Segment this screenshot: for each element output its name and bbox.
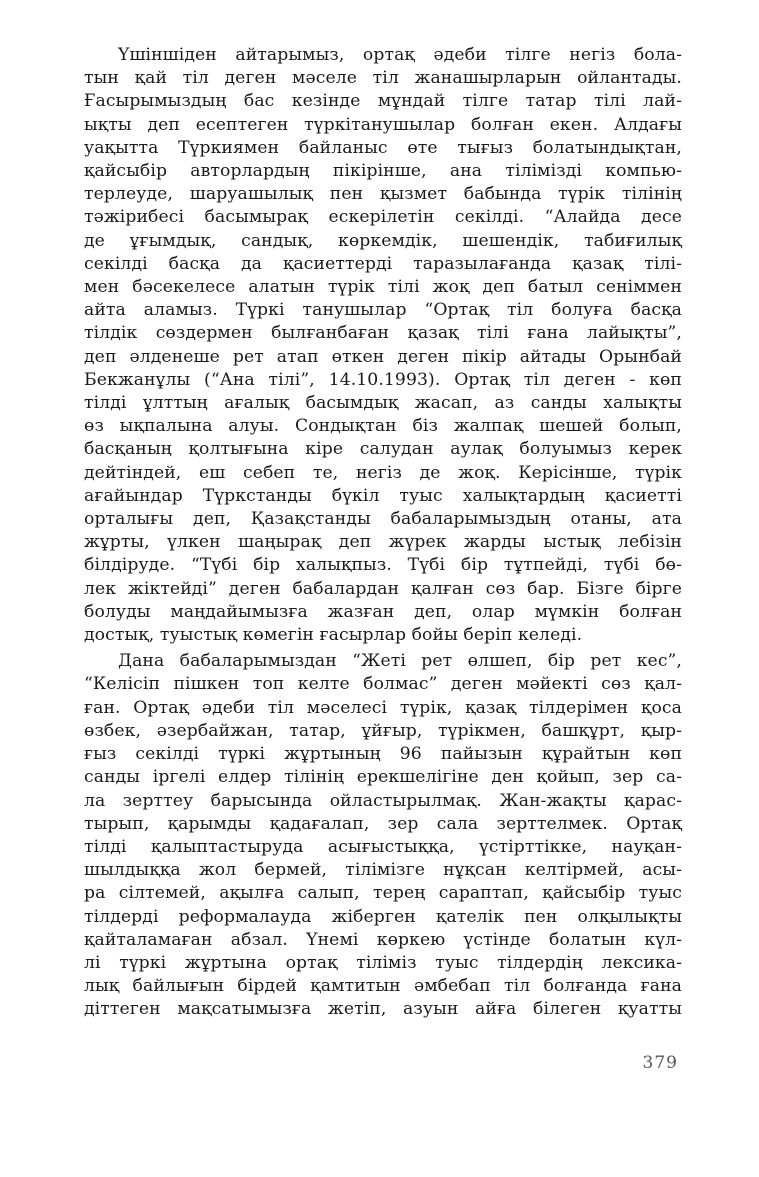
text-line: достық, туыстық көмегін ғасырлар бойы беріп келеді. xyxy=(84,625,583,646)
text-line: тілді ұлттың ағалық басымдық жасап, аз санды халықты xyxy=(84,393,682,414)
text-line: қайталамаған абзал. Үнемі көркею үстінде болатын күл- xyxy=(84,929,682,950)
text-line: лық байлығын бірдей қамтитын әмбебап тіл болғанда ғана xyxy=(84,976,682,997)
text-line: ағайындар Түркстанды бүкіл туыс халықтардың қасиетті xyxy=(84,485,682,506)
text-line: жұрты, үлкен шаңырақ деп жүрек жарды ыстық лебізін xyxy=(84,532,682,553)
text-line: лек жіктейді” деген бабалардан қалған сөз бар. Бізге бірге xyxy=(84,578,682,599)
text-line: қайсыбір авторлардың пікірінше, ана тілімізді компью- xyxy=(84,161,682,182)
text-line: ра сілтемей, ақылға салып, терең сараптап, қайсыбір туыс xyxy=(84,883,682,904)
text-line: ықты деп есептеген түркітанушылар болған екен. Алдағы xyxy=(84,114,682,135)
document-page xyxy=(84,44,682,1022)
text-line: тырып, қарымды қадағалап, зер сала зерттелмек. Ортақ xyxy=(84,813,682,834)
text-line: тілдерді реформалауда жіберген қателік пен олқылықты xyxy=(84,906,682,927)
text-line: де ұғымдық, сандық, көркемдік, шешендік, табиғилық xyxy=(84,230,682,251)
text-line: мен бәсекелесе алатын түрік тілі жоқ деп батыл сеніммен xyxy=(84,277,682,298)
paragraph-2 xyxy=(84,650,682,1021)
text-line: Бекжанұлы (“Ана тілі”, 14.10.1993). Ортақ тіл деген - көп xyxy=(84,369,682,390)
text-line: дейтіндей, еш себеп те, негіз де жоқ. Керісінше, түрік xyxy=(84,462,682,483)
text-line: шылдыққа жол бермей, тілімізге нұқсан келтірмей, асы- xyxy=(84,860,682,881)
text-line: ғыз секілді түркі жұртының 96 пайызын құрайтын көп xyxy=(84,744,682,765)
text-line: уақытта Түркиямен байланыс өте тығыз болатындықтан, xyxy=(84,137,682,158)
text-line: “Келісіп пішкен топ келте болмас” деген мәйекті сөз қал- xyxy=(84,674,682,695)
text-line: тын қай тіл деген мәселе тіл жанашырларын ойлантады. xyxy=(84,68,682,89)
text-line: болуды маңдайымызға жазған деп, олар мүмкін болған xyxy=(84,601,682,622)
text-line: Дана бабаларымыздан “Жеті рет өлшеп, бір рет кес”, xyxy=(118,651,682,672)
text-line: терлеуде, шаруашылық пен қызмет бабында түрік тілінің xyxy=(84,184,682,205)
text-line: өз ықпалына алуы. Сондықтан біз жалпақ шешей болып, xyxy=(84,416,682,437)
text-line: ла зерттеу барысында ойластырылмақ. Жан-жақты қарас- xyxy=(84,790,682,811)
page-number: 379 xyxy=(642,1053,678,1073)
text-line: басқаның қолтығына кіре салудан аулақ болуымыз керек xyxy=(84,439,682,460)
text-line: айта аламыз. Түркі танушылар “Ортақ тіл болуға басқа xyxy=(84,300,682,321)
text-line: ған. Ортақ әдеби тіл мәселесі түрік, қазақ тілдерімен қоса xyxy=(84,697,682,718)
text-line: тәжірибесі басымырақ ескерілетін секілді. “Алайда десе xyxy=(84,207,682,228)
text-line: секілді басқа да қасиеттерді таразылағанда қазақ тілі- xyxy=(84,253,682,274)
text-line: санды іргелі елдер тілінің ерекшелігіне ден қойып, зер са- xyxy=(84,767,682,788)
text-line: деп әлденеше рет атап өткен деген пікір айтады Орынбай xyxy=(84,346,682,367)
text-line: өзбек, әзербайжан, татар, ұйғыр, түрікмен, башқұрт, қыр- xyxy=(84,720,682,741)
text-line: орталығы деп, Қазақстанды бабаларымыздың отаны, ата xyxy=(84,509,682,530)
text-line: Үшіншіден айтарымыз, ортақ әдеби тілге негіз бола- xyxy=(118,45,682,65)
paragraph-1 xyxy=(84,44,682,647)
text-line: білдіруде. “Түбі бір халықпыз. Түбі бір тұтпейді, түбі бө- xyxy=(84,555,682,576)
text-line: тілді қалыптастыруда асығыстыққа, үстірттікке, науқан- xyxy=(84,836,682,857)
text-line: лі түркі жұртына ортақ тіліміз туыс тілдердің лексика- xyxy=(84,952,682,973)
text-line: Ғасырымыздың бас кезінде мұндай тілге татар тілі лай- xyxy=(84,91,682,112)
text-line: діттеген мақсатымызға жетіп, азуын айға білеген қуатты xyxy=(84,999,682,1020)
text-line: тілдік сөздермен былғанбаған қазақ тілі ғана лайықты”, xyxy=(84,323,682,344)
